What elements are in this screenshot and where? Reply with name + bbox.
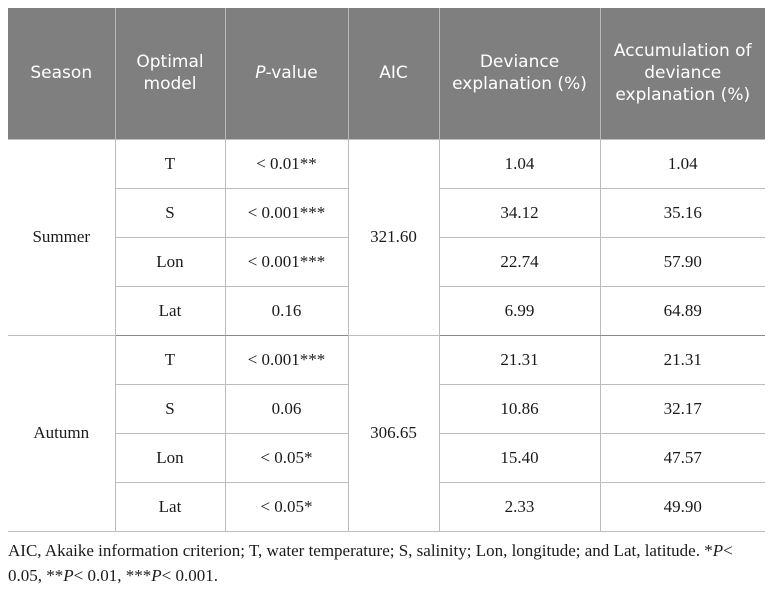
header-accumulation: Accumulation of deviance explanation (%): [600, 8, 765, 139]
deviance-cell: 22.74: [439, 237, 600, 286]
model-cell: Lon: [115, 237, 225, 286]
p-value-cell: < 0.01**: [225, 139, 348, 188]
deviance-cell: 10.86: [439, 384, 600, 433]
model-cell: T: [115, 139, 225, 188]
season-cell-summer: Summer: [8, 139, 115, 335]
header-p-value: [225, 8, 348, 139]
header-optimal-model: Optimal model: [115, 8, 225, 139]
aic-cell-summer: 321.60: [348, 139, 439, 335]
footnote-threshold-2: < 0.01,: [73, 566, 126, 585]
header-season: Season: [8, 8, 115, 139]
deviance-cell: 6.99: [439, 286, 600, 335]
season-cell-autumn: Autumn: [8, 335, 115, 531]
deviance-cell: 1.04: [439, 139, 600, 188]
header-deviance: Deviance explanation (%): [439, 8, 600, 139]
table-footnote: [8, 538, 765, 588]
model-cell: Lon: [115, 433, 225, 482]
accumulation-cell: 49.90: [600, 482, 765, 531]
deviance-cell: 15.40: [439, 433, 600, 482]
model-results-table: [8, 8, 765, 532]
footnote-p-2: P: [63, 566, 74, 585]
p-value-cell: < 0.05*: [225, 433, 348, 482]
table-row: [8, 335, 765, 384]
accumulation-cell: 32.17: [600, 384, 765, 433]
model-cell: S: [115, 384, 225, 433]
model-cell: S: [115, 188, 225, 237]
header-p-italic: P: [255, 63, 266, 84]
table-row: [8, 139, 765, 188]
accumulation-cell: 35.16: [600, 188, 765, 237]
aic-cell-autumn: 306.65: [348, 335, 439, 531]
footnote-threshold-1: < 0.05,: [8, 541, 733, 585]
model-cell: T: [115, 335, 225, 384]
p-value-cell: < 0.05*: [225, 482, 348, 531]
accumulation-cell: 64.89: [600, 286, 765, 335]
deviance-cell: 34.12: [439, 188, 600, 237]
p-value-cell: < 0.001***: [225, 188, 348, 237]
p-value-cell: < 0.001***: [225, 335, 348, 384]
deviance-cell: 21.31: [439, 335, 600, 384]
header-aic: AIC: [348, 8, 439, 139]
footnote-star-2: **: [46, 566, 64, 585]
accumulation-cell: 47.57: [600, 433, 765, 482]
footnote-p-1: P: [712, 541, 724, 560]
footnote-star-3: ***: [125, 566, 152, 585]
footnote-threshold-3: < 0.001.: [161, 566, 218, 585]
p-value-cell: 0.16: [225, 286, 348, 335]
p-value-cell: < 0.001***: [225, 237, 348, 286]
p-value-cell: 0.06: [225, 384, 348, 433]
header-p-suffix: -value: [265, 63, 318, 84]
footnote-p-3: P: [151, 566, 162, 585]
accumulation-cell: 57.90: [600, 237, 765, 286]
footnote-abbreviations: AIC, Akaike information criterion; T, water temperature; S, salinity; Lon, longitude; and Lat, latitude.: [8, 541, 705, 560]
footnote-star-1: *: [704, 541, 713, 560]
header-row: [8, 8, 765, 139]
model-cell: Lat: [115, 286, 225, 335]
accumulation-cell: 1.04: [600, 139, 765, 188]
deviance-cell: 2.33: [439, 482, 600, 531]
accumulation-cell: 21.31: [600, 335, 765, 384]
model-cell: Lat: [115, 482, 225, 531]
